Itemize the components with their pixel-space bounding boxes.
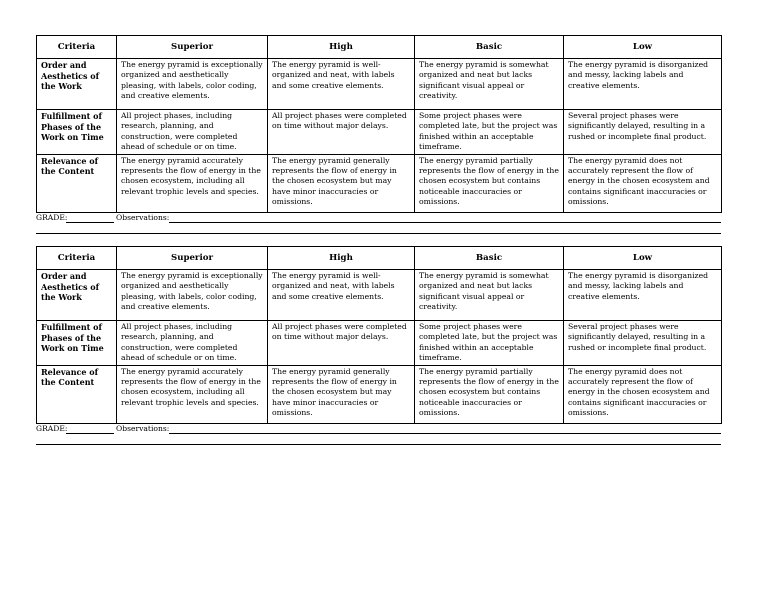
criterion-label: Fulfillment of Phases of the Work on Time <box>37 321 117 366</box>
rubric-table-2 <box>36 246 721 435</box>
cell-high: All project phases were completed on time without major delays. <box>268 110 415 155</box>
cell-superior: The energy pyramid is exceptionally organized and aesthetically pleasing, with labels, color coding, and creative elements. <box>117 270 268 321</box>
table-row <box>37 154 722 212</box>
header-superior: Superior <box>117 36 268 59</box>
cell-high: The energy pyramid is well-organized and neat, with labels and some creative elements. <box>268 59 415 110</box>
observations-label: Observations: <box>116 212 170 222</box>
header-superior: Superior <box>117 247 268 270</box>
cell-basic: The energy pyramid is somewhat organized and neat but lacks significant visual appeal or creativity. <box>415 270 564 321</box>
cell-basic: Some project phases were completed late, but the project was finished within an acceptable timeframe. <box>415 321 564 366</box>
criterion-label: Relevance of the Content <box>37 365 117 423</box>
observations-extra-line[interactable] <box>36 444 721 445</box>
header-low: Low <box>564 36 722 59</box>
cell-basic: The energy pyramid partially represents the flow of energy in the chosen ecosystem but contains noticeable inaccuracies or omissions. <box>415 154 564 212</box>
header-high: High <box>268 36 415 59</box>
grade-label: GRADE: <box>36 423 68 433</box>
observations-blank[interactable] <box>169 433 721 434</box>
table-row <box>37 365 722 423</box>
cell-basic: The energy pyramid is somewhat organized and neat but lacks significant visual appeal or creativity. <box>415 59 564 110</box>
header-basic: Basic <box>415 247 564 270</box>
cell-basic: Some project phases were completed late, but the project was finished within an acceptable timeframe. <box>415 110 564 155</box>
header-low: Low <box>564 247 722 270</box>
header-criteria: Criteria <box>37 247 117 270</box>
cell-superior: All project phases, including research, planning, and construction, were completed ahead of schedule or on time. <box>117 110 268 155</box>
rubric-grid <box>36 246 722 424</box>
cell-superior: The energy pyramid accurately represents the flow of energy in the chosen ecosystem, including all relevant trophic levels and species. <box>117 365 268 423</box>
cell-superior: The energy pyramid accurately represents the flow of energy in the chosen ecosystem, including all relevant trophic levels and species. <box>117 154 268 212</box>
cell-basic: The energy pyramid partially represents the flow of energy in the chosen ecosystem but contains noticeable inaccuracies or omissions. <box>415 365 564 423</box>
criterion-label: Order and Aesthetics of the Work <box>37 59 117 110</box>
table-row <box>37 321 722 366</box>
cell-low: Several project phases were significantly delayed, resulting in a rushed or incomplete final product. <box>564 321 722 366</box>
grade-observations-line <box>36 213 721 224</box>
cell-superior: The energy pyramid is exceptionally organized and aesthetically pleasing, with labels, color coding, and creative elements. <box>117 59 268 110</box>
observations-extra-line[interactable] <box>36 233 721 234</box>
cell-low: The energy pyramid does not accurately represent the flow of energy in the chosen ecosystem and contains significant inaccuracies or omissions. <box>564 365 722 423</box>
cell-low: The energy pyramid is disorganized and messy, lacking labels and creative elements. <box>564 59 722 110</box>
cell-high: All project phases were completed on time without major delays. <box>268 321 415 366</box>
criterion-label: Relevance of the Content <box>37 154 117 212</box>
grade-blank[interactable] <box>66 222 114 223</box>
cell-high: The energy pyramid is well-organized and neat, with labels and some creative elements. <box>268 270 415 321</box>
observations-label: Observations: <box>116 423 170 433</box>
cell-high: The energy pyramid generally represents the flow of energy in the chosen ecosystem but may have minor inaccuracies or omissions. <box>268 365 415 423</box>
grade-label: GRADE: <box>36 212 68 222</box>
cell-low: The energy pyramid does not accurately represent the flow of energy in the chosen ecosystem and contains significant inaccuracies or omissions. <box>564 154 722 212</box>
table-row <box>37 270 722 321</box>
table-row <box>37 59 722 110</box>
header-criteria: Criteria <box>37 36 117 59</box>
cell-superior: All project phases, including research, planning, and construction, were completed ahead of schedule or on time. <box>117 321 268 366</box>
criterion-label: Order and Aesthetics of the Work <box>37 270 117 321</box>
header-high: High <box>268 247 415 270</box>
cell-high: The energy pyramid generally represents the flow of energy in the chosen ecosystem but may have minor inaccuracies or omissions. <box>268 154 415 212</box>
observations-blank[interactable] <box>169 222 721 223</box>
header-basic: Basic <box>415 36 564 59</box>
cell-low: The energy pyramid is disorganized and messy, lacking labels and creative elements. <box>564 270 722 321</box>
cell-low: Several project phases were significantly delayed, resulting in a rushed or incomplete final product. <box>564 110 722 155</box>
grade-observations-line <box>36 424 721 435</box>
table-row <box>37 110 722 155</box>
rubric-grid <box>36 35 722 213</box>
criterion-label: Fulfillment of Phases of the Work on Time <box>37 110 117 155</box>
grade-blank[interactable] <box>66 433 114 434</box>
rubric-table-1 <box>36 35 721 224</box>
